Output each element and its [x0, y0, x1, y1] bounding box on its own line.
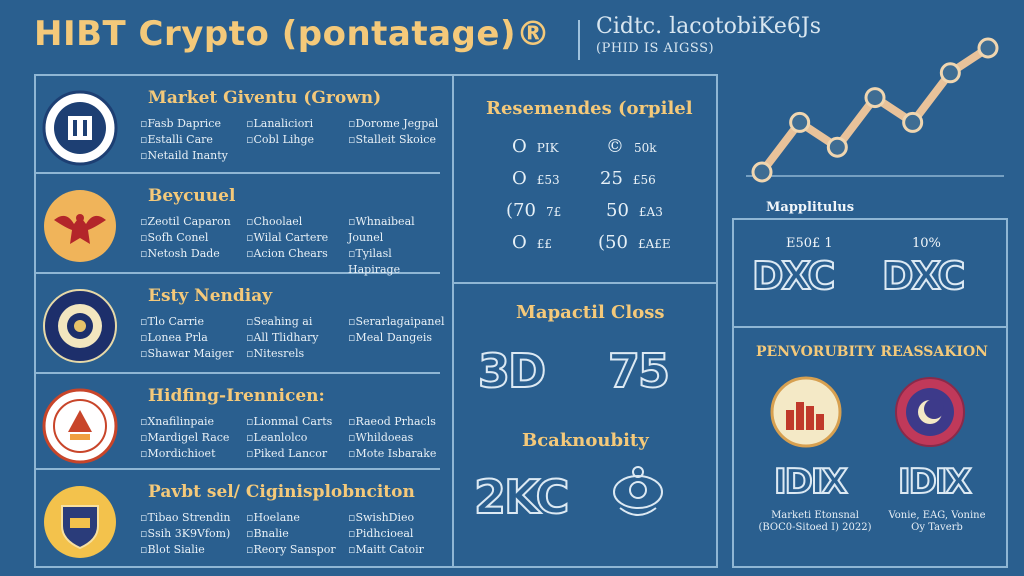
stat-big: O: [512, 136, 527, 157]
row-col-2: [246, 414, 332, 462]
row-item: ▫ Piked Lancor: [246, 446, 332, 462]
row-col-1: [140, 414, 229, 462]
stat-item: [606, 200, 663, 221]
row-market[interactable]: [36, 78, 440, 176]
row-col-1: [140, 116, 228, 164]
title-divider: [578, 20, 580, 60]
row-item: ▫ Seahing ai: [246, 314, 318, 330]
row-col-1: [140, 214, 231, 262]
row-item: ▫ Whnaibeal Jounel: [348, 214, 440, 246]
section-title: PENVORUBITY REASSAKION: [756, 344, 988, 360]
row-title: Beycuuel: [148, 186, 236, 206]
row-item: ▫ Reory Sanspor: [246, 542, 336, 558]
stat-big: (50: [598, 232, 628, 253]
row-pavbt[interactable]: [36, 472, 440, 570]
divider-left-mid: [452, 74, 454, 568]
row-title: Esty Nendiay: [148, 286, 273, 306]
impact-glyph-2: 75: [608, 344, 669, 398]
row-item: ▫ Tyilasl Hapirage: [348, 246, 440, 278]
row-col-2: [246, 314, 318, 362]
stat-big: (70: [506, 200, 536, 221]
row-item: ▫ Cobl Lihge: [246, 132, 314, 148]
row-item: ▫ Maitt Catoir: [348, 542, 424, 558]
stat-big: O: [512, 232, 527, 253]
row-item: ▫ Dorome Jegpal: [348, 116, 438, 132]
row-item: ▫ Choolael: [246, 214, 328, 230]
gear-robot-icon: [610, 462, 666, 529]
row-item: ▫ Lanaliciori: [246, 116, 314, 132]
chart-label: Mapplitulus: [766, 200, 855, 215]
row-item: ▫ Serarlagaipanel: [348, 314, 445, 330]
subtitle-line-2: (PHID IS AIGSS): [596, 41, 715, 56]
stat-item: [512, 232, 552, 253]
row-item: ▫ SwishDieo: [348, 510, 424, 526]
subtitle-line-1: Cidtc. lacotobiKe6Js: [596, 14, 821, 39]
row-col-3: [348, 414, 436, 462]
row-item: ▫ Fasb Daprice: [140, 116, 228, 132]
stat-label: £56: [632, 173, 656, 187]
row-item: ▫ Whildoeas: [348, 430, 436, 446]
stat-label: £A£E: [637, 237, 671, 251]
row-title: Hidfing-Irennicen:: [148, 386, 325, 406]
row-item: ▫ Lonea Prla: [140, 330, 234, 346]
sun-crest-icon: [42, 388, 118, 464]
stat-big: ©: [606, 136, 624, 157]
row-col-1: [140, 510, 231, 558]
chart-point: [941, 64, 959, 82]
capability-glyph: 2KC: [474, 470, 568, 524]
stat-big: 25: [600, 168, 623, 189]
chart-point: [828, 138, 846, 156]
row-col-3: [348, 214, 440, 278]
stat-item: [600, 168, 656, 189]
row-item: ▫ Netosh Dade: [140, 246, 231, 262]
stat-label: £A3: [638, 205, 663, 219]
row-title: Market Giventu (Grown): [148, 88, 382, 108]
glyph-bottom-right: IDIX: [898, 462, 970, 502]
row-hidfing[interactable]: [36, 376, 440, 474]
shield-icon: [42, 484, 118, 560]
chart-point: [979, 39, 997, 57]
row-item: ▫ Stalleit Skoice: [348, 132, 438, 148]
row-col-2: [246, 116, 314, 148]
row-item: ▫ Wilal Cartere: [246, 230, 328, 246]
row-item: ▫ Xnafilinpaie: [140, 414, 229, 430]
row-col-2: [246, 510, 336, 558]
row-item: ▫ Raeod Prhacls: [348, 414, 436, 430]
stat-item: [606, 136, 657, 157]
row-item: ▫ Mordichioet: [140, 446, 229, 462]
row-item: ▫ Ssih 3K9Vfom): [140, 526, 231, 542]
capability-title: Bcaknoubity: [522, 430, 649, 451]
phoenix-bird-icon: [42, 188, 118, 264]
stat-item: [506, 200, 561, 221]
stat-item: [598, 232, 671, 253]
chart-point: [753, 163, 771, 181]
divider-right-1: [732, 326, 1008, 328]
chart-point: [791, 113, 809, 131]
stat-label: £53: [536, 173, 560, 187]
row-item: ▫ Hoelane: [246, 510, 336, 526]
stat-label: ££: [536, 237, 553, 251]
row-item: ▫ Sofh Conel: [140, 230, 231, 246]
stat-right: 10%: [912, 236, 941, 251]
chart-point: [866, 89, 884, 107]
row-title: Pavbt sel/ Ciginisplobnciton: [148, 482, 415, 502]
row-item: ▫ Tibao Strendin: [140, 510, 231, 526]
glyph-bottom-left: IDIX: [774, 462, 846, 502]
row-item: ▫ Netaild Inanty: [140, 148, 228, 164]
ornate-badge-icon: [42, 288, 118, 364]
row-item: ▫ Lionmal Carts: [246, 414, 332, 430]
row-item: ▫ Acion Chears: [246, 246, 328, 262]
row-item: ▫ Shawar Maiger: [140, 346, 234, 362]
caption-left: Marketi Etonsnal (BOC0-Sitoed I) 2022): [758, 510, 872, 533]
row-item: ▫ Leanlolco: [246, 430, 332, 446]
row-col-1: [140, 314, 234, 362]
stat-big: 50: [606, 200, 629, 221]
stat-item: [512, 168, 560, 189]
stat-big: O: [512, 168, 527, 189]
city-badge-icon: [770, 376, 842, 453]
row-item: ▫ Zeotil Caparon: [140, 214, 231, 230]
growth-line-chart: [738, 34, 1008, 194]
row-item: ▫ Nitesrels: [246, 346, 318, 362]
row-item: ▫ Mote Isbarake: [348, 446, 436, 462]
caption-right: Vonie, EAG, Vonine Oy Taverb: [888, 510, 986, 533]
chart-point: [904, 113, 922, 131]
row-col-3: [348, 314, 445, 346]
stat-label: PIK: [536, 141, 559, 155]
row-item: ▫ Estalli Care: [140, 132, 228, 148]
impact-glyph-1: 3D: [478, 344, 545, 398]
row-item: ▫ All Tlidhary: [246, 330, 318, 346]
stat-left: E50£ 1: [786, 236, 833, 251]
stat-label: 50k: [634, 141, 657, 155]
divider-mid-1: [452, 282, 718, 284]
row-item: ▫ Mardigel Race: [140, 430, 229, 446]
row-col-3: [348, 116, 438, 148]
resources-title: Resemendes (orpilel: [486, 98, 693, 119]
moon-badge-icon: [894, 376, 966, 453]
stat-item: [512, 136, 559, 157]
page-title: HIBT Crypto (pontatage)®: [34, 14, 551, 54]
glyph-top-right: DXC: [882, 254, 964, 298]
row-col-2: [246, 214, 328, 262]
row-item: ▫ Meal Dangeis: [348, 330, 445, 346]
glyph-top-left: DXC: [752, 254, 834, 298]
row-item: ▫ Bnalie: [246, 526, 336, 542]
row-esty[interactable]: [36, 276, 445, 374]
row-col-3: [348, 510, 424, 558]
row-beycuuel[interactable]: [36, 176, 440, 274]
stat-label: 7£: [545, 205, 562, 219]
row-item: ▫ Pidhcioeal: [348, 526, 424, 542]
impact-title: Mapactil Closs: [516, 302, 665, 323]
university-seal-icon: [42, 90, 118, 166]
row-item: ▫ Tlo Carrie: [140, 314, 234, 330]
row-item: ▫ Blot Sialie: [140, 542, 231, 558]
